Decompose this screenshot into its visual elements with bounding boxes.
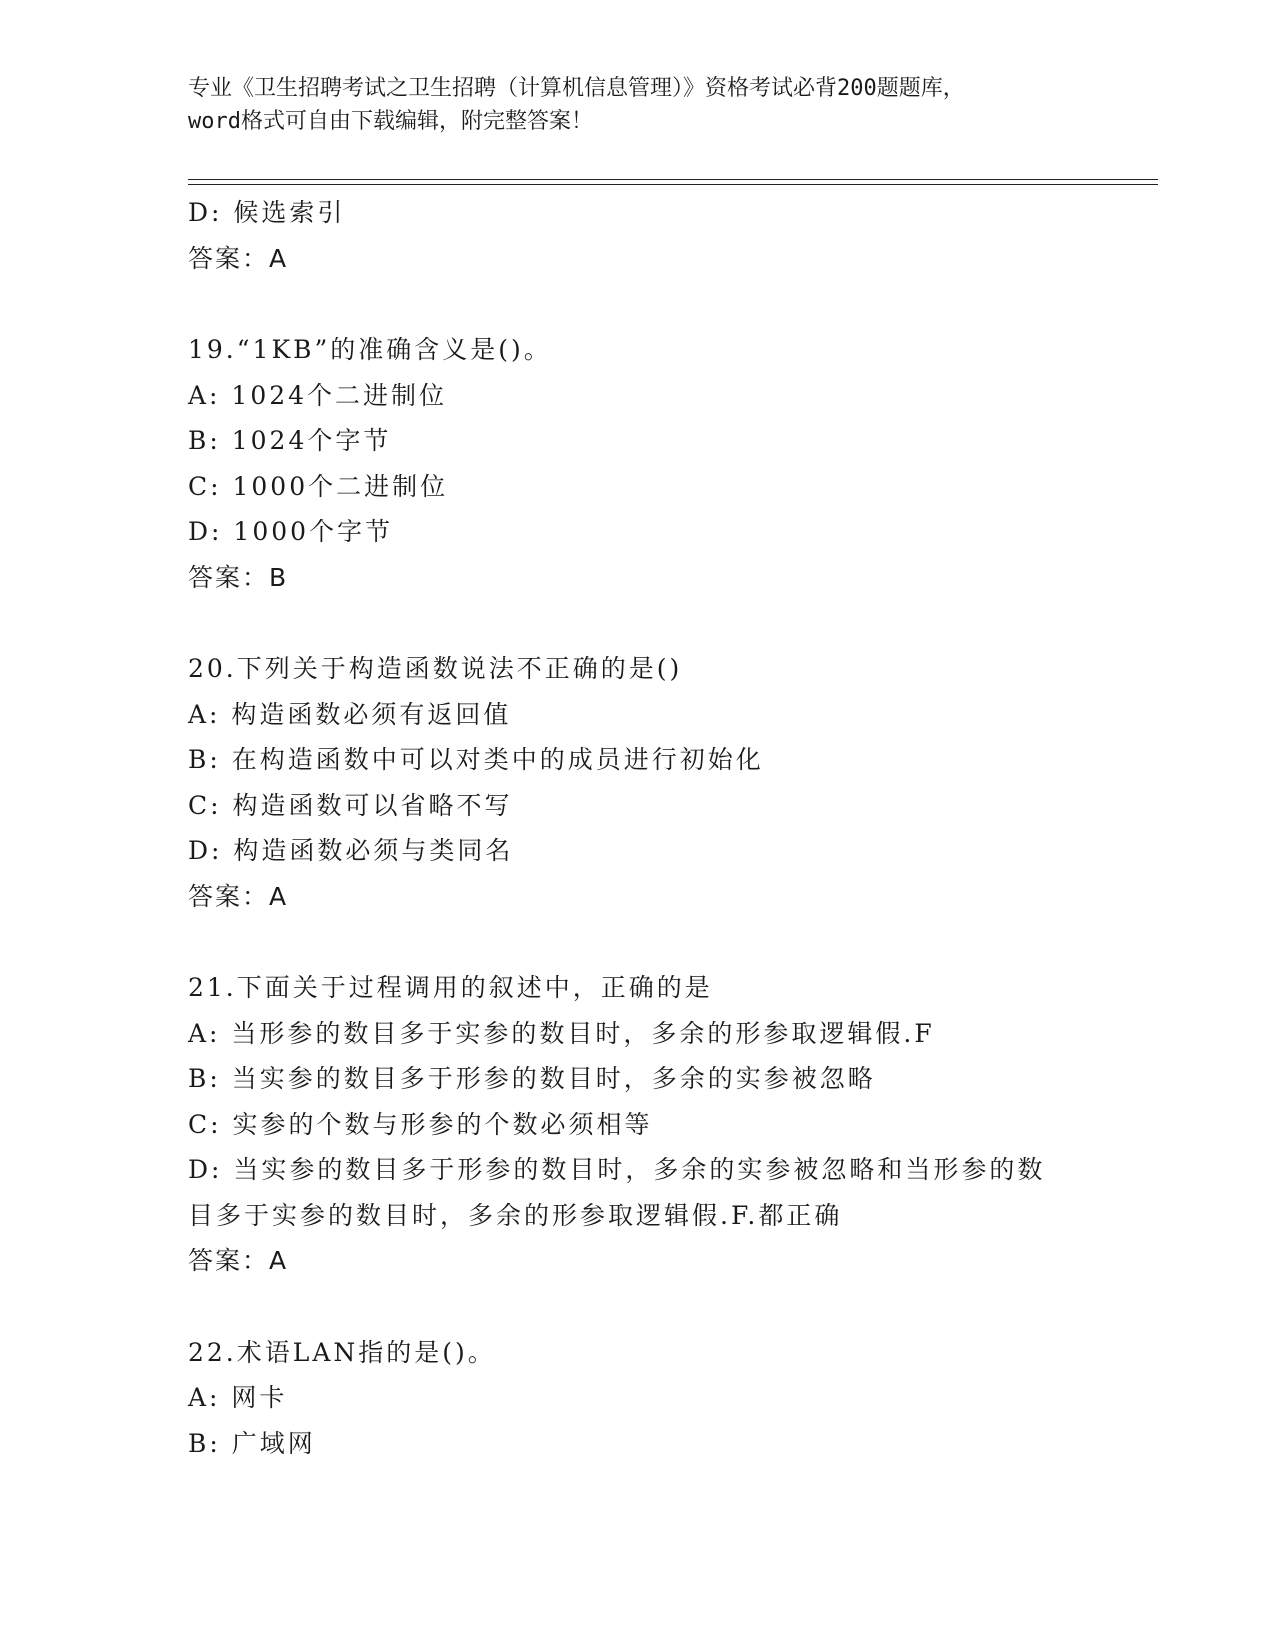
option-c: C: 构造函数可以省略不写: [188, 790, 513, 820]
option-b: B: 当实参的数目多于形参的数目时，多余的实参被忽略: [188, 1064, 876, 1093]
option-a: A: 构造函数必须有返回值: [188, 699, 512, 729]
question-block-19: [188, 327, 1128, 600]
question-text: 20.下列关于构造函数说法不正确的是(): [188, 654, 683, 683]
block-spacer: [188, 1284, 1128, 1330]
option-c: C: 1000个二进制位: [188, 471, 449, 501]
question-list: [188, 190, 1128, 1466]
answer-line: 答案：A: [188, 243, 289, 273]
answer-line: 答案：A: [188, 1246, 289, 1275]
answer-line: 答案：A: [188, 881, 289, 911]
question-text: 21.下面关于过程调用的叙述中，正确的是: [188, 973, 713, 1002]
document-header: [188, 72, 1088, 138]
block-spacer: [188, 919, 1128, 965]
option-a: A: 网卡: [188, 1383, 288, 1412]
option-d: D: 1000个字节: [188, 517, 394, 546]
question-text: 22.术语LAN指的是()。: [188, 1337, 496, 1367]
option-d: D: 当实参的数目多于形参的数目时，多余的实参被忽略和当形参的数: [188, 1155, 1046, 1184]
question-block-previous: [188, 190, 1128, 281]
block-spacer: [188, 281, 1128, 327]
option-a: A: 当形参的数目多于实参的数目时，多余的形参取逻辑假.F: [188, 1018, 935, 1048]
option-b: B: 广域网: [188, 1428, 316, 1458]
answer-line: 答案：B: [188, 562, 289, 592]
option-d: D: 构造函数必须与类同名: [188, 836, 514, 865]
question-block-22: [188, 1330, 1128, 1467]
header-title-line-1: 专业《卫生招聘考试之卫生招聘（计算机信息管理）》资格考试必背200题题库，: [188, 76, 965, 101]
option-c: C: 实参的个数与形参的个数必须相等: [188, 1109, 653, 1139]
header-title-line-2: word格式可自由下载编辑，附完整答案！: [188, 109, 593, 134]
option-b: B: 在构造函数中可以对类中的成员进行初始化: [188, 745, 764, 774]
header-divider-bottom: [188, 184, 1158, 185]
option-d-continuation: 目多于实参的数目时，多余的形参取逻辑假.F.都正确: [188, 1200, 843, 1230]
option-d: D: 候选索引: [188, 198, 346, 227]
option-a: A: 1024个二进制位: [188, 380, 448, 410]
question-block-21: [188, 965, 1128, 1284]
option-b: B: 1024个字节: [188, 426, 392, 455]
header-divider-top: [188, 179, 1158, 180]
question-block-20: [188, 646, 1128, 919]
block-spacer: [188, 600, 1128, 646]
question-text: 19.“1KB”的准确含义是()。: [188, 335, 552, 364]
